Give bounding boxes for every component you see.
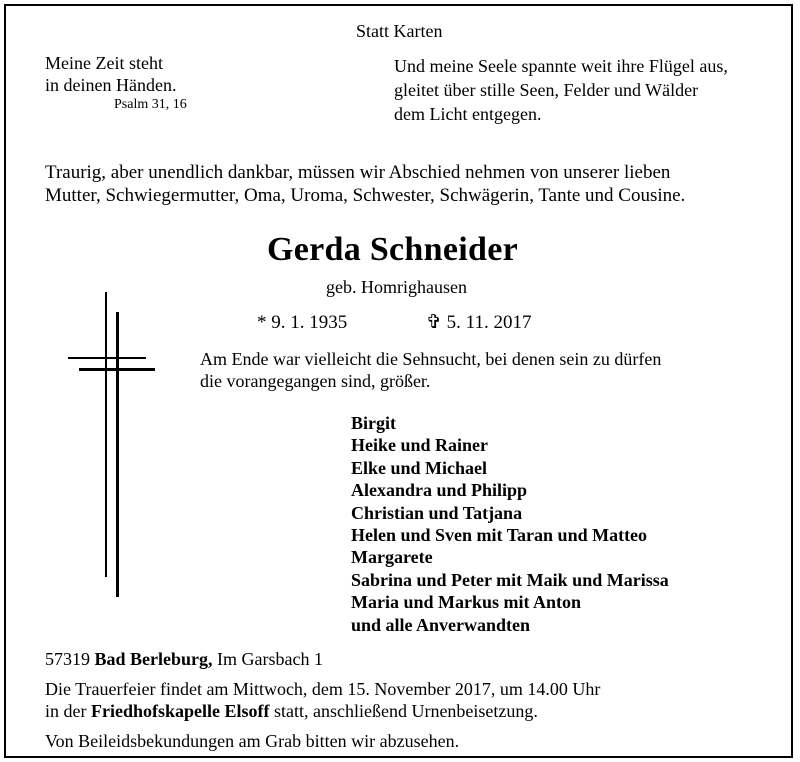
quote-left-line-1: Meine Zeit steht (45, 53, 163, 73)
verse-line-2: die vorangegangen sind, größer. (200, 371, 431, 391)
mourner: Helen und Sven mit Taran und Matteo (351, 525, 648, 546)
address-zip: 57319 (45, 649, 90, 669)
mourner: Heike und Rainer (351, 435, 489, 456)
address-street: Im Garsbach 1 (217, 649, 323, 669)
birth-date: * 9. 1. 1935 (257, 312, 348, 333)
ceremony-prefix: in der (45, 701, 87, 721)
mourner: Margarete (351, 547, 433, 568)
quote-right-line-3: dem Licht entgegen. (394, 104, 542, 124)
mourner: Maria und Markus mit Anton (351, 592, 582, 613)
ceremony-line-1: Die Trauerfeier findet am Mittwoch, dem 15. November 2017, um 14.00 Uhr (45, 679, 601, 699)
quote-left-line-2: in deinen Händen. (45, 75, 177, 95)
address (45, 648, 323, 670)
quote-right-line-1: Und meine Seele spannte weit ihre Flügel aus, (394, 56, 728, 76)
mourner: Alexandra und Philipp (351, 480, 528, 501)
intro-line-2: Mutter, Schwiegermutter, Oma, Uroma, Schwester, Schwägerin, Tante und Cousine. (45, 185, 686, 206)
ceremony-line-2 (45, 700, 538, 722)
mourner: und alle Anverwandten (351, 614, 531, 635)
closing-note: Von Beileidsbekundungen am Grab bitten wir abzusehen. (45, 731, 460, 751)
mourners-list (351, 412, 669, 636)
address-city: Bad Berleburg, (94, 649, 213, 669)
death-date: ✞ 5. 11. 2017 (426, 312, 532, 333)
quote-right-line-2: gleitet über stille Seen, Felder und Wälder (394, 80, 699, 100)
quote-left-source: Psalm 31, 16 (114, 97, 187, 112)
ceremony-suffix: statt, anschließend Urnenbeisetzung. (273, 701, 538, 721)
statt-karten-header: Statt Karten (356, 21, 443, 41)
mourner: Birgit (351, 413, 396, 433)
ceremony-place: Friedhofskapelle Elsoff (90, 701, 270, 721)
mourner: Sabrina und Peter mit Maik und Marissa (351, 569, 669, 590)
mourner: Christian und Tatjana (351, 502, 523, 523)
deceased-name: Gerda Schneider (267, 231, 518, 268)
obituary-notice (4, 4, 793, 758)
mourner: Elke und Michael (351, 457, 488, 478)
verse-line-1: Am Ende war vielleicht die Sehnsucht, bei denen sein zu dürfen (200, 349, 662, 369)
intro-line-1: Traurig, aber unendlich dankbar, müssen wir Abschied nehmen von unserer lieben (45, 162, 671, 183)
maiden-name: geb. Homrighausen (326, 277, 467, 297)
